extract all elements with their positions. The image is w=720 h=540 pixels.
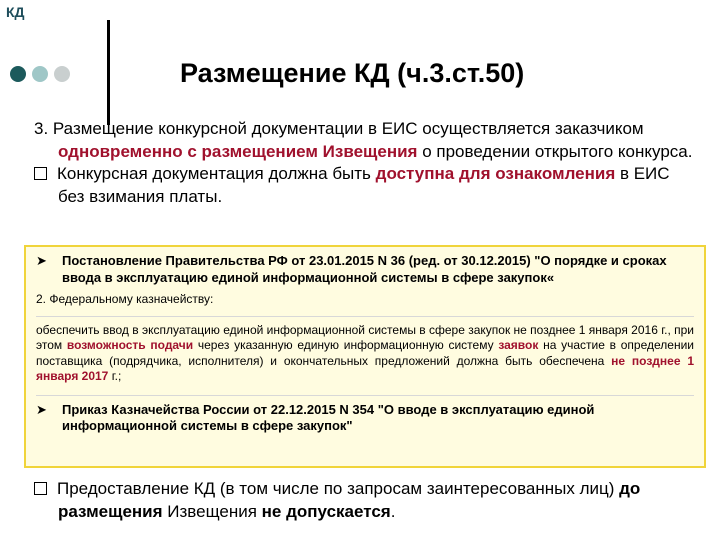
decorative-dots [10, 66, 70, 82]
clause-2: 2. Федеральному казначейству: [36, 292, 214, 306]
arrow-bullet-icon: ➤ [36, 253, 47, 268]
bullet-1-text: Конкурсная документация должна быть [57, 164, 376, 183]
bullet-2-paragraph [34, 478, 694, 523]
item-3-paragraph [34, 118, 694, 163]
separator-2 [36, 395, 694, 396]
bottom-text [34, 478, 694, 523]
decree-1 [36, 253, 694, 286]
para-text-4: г.; [108, 369, 122, 383]
corner-label: КД [6, 4, 25, 20]
checkbox-bullet-icon [34, 167, 47, 180]
item-3-text: 3. Размещение конкурсной документации в ЕИС осуществляется заказчиком [34, 119, 644, 138]
para-highlight-1: возможность подачи [66, 338, 194, 352]
arrow-bullet-icon: ➤ [36, 401, 47, 417]
item-3-highlight: одновременно с размещением Извещения [58, 141, 418, 161]
dot-dark [10, 66, 26, 82]
checkbox-bullet-icon [34, 482, 47, 495]
item-3-text-end: о проведении открытого конкурса. [417, 141, 693, 161]
bullet-1-highlight: доступна для ознакомления [375, 164, 616, 183]
bullet-1-paragraph [34, 163, 694, 208]
para-text-2: через указанную единую информационную систему [193, 338, 499, 352]
bullet-2-text-end: . [390, 501, 396, 521]
para-highlight-3: не позднее 1 января 2017 [36, 353, 694, 383]
bullet-2-text-mid: Извещения [162, 501, 262, 521]
para-text-3: на участие в определении поставщика (подрядчика, исполнителя) и окончательных предложений должна быть обеспечена [36, 338, 694, 368]
bullet-2-bold-2: не допускается [261, 501, 391, 521]
para-text-1: обеспечить ввод в эксплуатацию единой информационной системы в сфере закупок не позднее 1 января 2016 г., при этом [36, 322, 694, 352]
bullet-1-text-end: в ЕИС без взимания платы. [58, 164, 670, 206]
slide-title: Размещение КД (ч.3.ст.50) [180, 58, 525, 88]
dot-light [32, 66, 48, 82]
note-box [24, 245, 706, 468]
dot-grey [54, 66, 70, 82]
para-highlight-2: заявок [498, 338, 539, 352]
decree-2 [36, 402, 694, 435]
vertical-divider [107, 20, 110, 125]
clause-paragraph [36, 323, 694, 385]
bullet-2-bold-1: до размещения [58, 479, 641, 521]
main-text [34, 118, 694, 208]
decree-1-text: Постановление Правительства РФ от 23.01.2015 N 36 (ред. от 30.12.2015) "О порядке и сроках ввода в эксплуатацию единой информационной системы в сфере закупок« [62, 253, 667, 285]
separator [36, 316, 694, 317]
bullet-2-text: Предоставление КД (в том числе по запросам заинтересованных лиц) [57, 479, 620, 498]
decree-2-text: Приказ Казначейства России от 22.12.2015 N 354 "О вводе в эксплуатацию единой информационной системы в сфере закупок" [62, 401, 595, 433]
